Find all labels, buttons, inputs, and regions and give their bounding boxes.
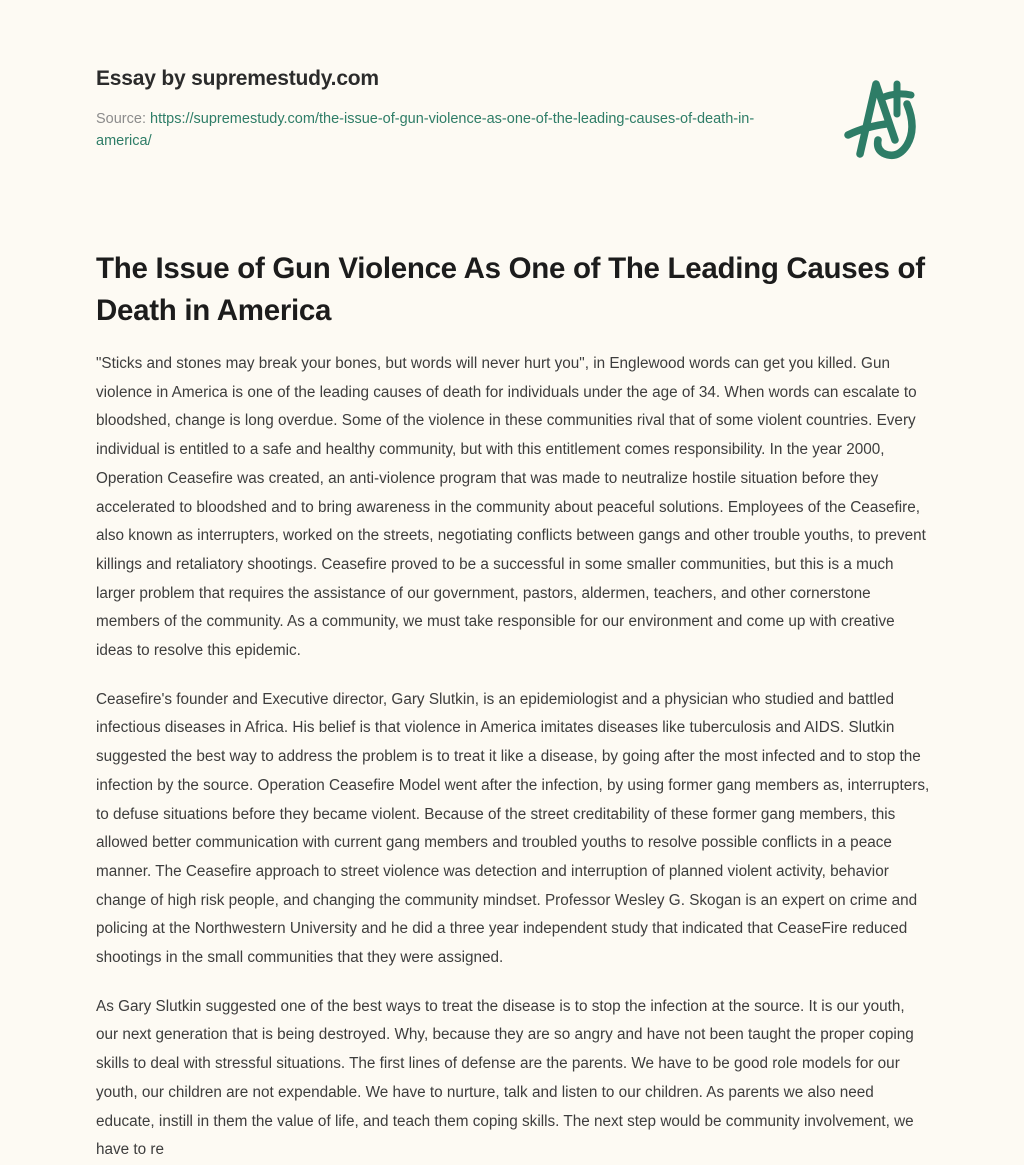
source-line	[96, 108, 756, 152]
page-title: The Issue of Gun Violence As One of The Leading Causes of Death in America	[96, 252, 925, 327]
source-label: Source:	[96, 111, 146, 127]
body-paragraph: "Sticks and stones may break your bones, but words will never hurt you", in Englewood words can get you killed. Gun violence in America is one of the leading causes of death for individuals under the age of 34. When words can escalate to bloodshed, change is long overdue. Some of the violence in these communities rival that of some violent countries. Every individual is entitled to a safe and healthy community, but with this entitlement comes responsibility. In the year 2000, Operation Ceasefire was created, an anti-violence program that was made to neutralize hostile situation before they accelerated to bloodshed and to bring awareness in the community about peaceful solutions. Employees of the Ceasefire, also known as interrupters, worked on the streets, negotiating conflicts between gangs and other trouble youths, to prevent killings and retaliatory shootings. Ceasefire proved to be a successful in some smaller communities, but this is a much larger problem that requires the assistance of our government, pastors, aldermen, teachers, and other cornerstone members of the community. As a community, we must take responsible for our environment and come up with creative ideas to resolve this epidemic.	[96, 355, 926, 660]
essay-body	[96, 350, 930, 1165]
body-paragraph: Ceasefire's founder and Executive director, Gary Slutkin, is an epidemiologist and a physician who studied and battled infectious diseases in Africa. His belief is that violence in America imitates diseases like tuberculosis and AIDS. Slutkin suggested the best way to address the problem is to treat it like a disease, by going after the most infected and to stop the infection by the source. Operation Ceasefire Model went after the infection, by using former gang members as, interrupters, to defuse situations before they became violent. Because of the street creditability of these former gang members, this allowed better communication with current gang members and troubled youths to resolve possible conflicts in a peace manner. The Ceasefire approach to street violence was detection and interruption of planned violent activity, behavior change of high risk people, and changing the community mindset. Professor Wesley G. Skogan is an expert on crime and policing at the Northwestern University and he did a three year independent study that indicated that CeaseFire reduced shootings in the small communities that they were assigned.	[96, 690, 930, 967]
source-url-link[interactable]: https://supremestudy.com/the-issue-of-gun-violence-as-one-of-the-leading-causes-of-death-in-america/	[96, 111, 755, 149]
document-header	[96, 66, 756, 152]
a-plus-logo-icon	[812, 62, 932, 182]
essay-byline: Essay by supremestudy.com	[96, 67, 379, 90]
body-paragraph: As Gary Slutkin suggested one of the best ways to treat the disease is to stop the infection at the source. It is our youth, our next generation that is being destroyed. Why, because they are so angry and have not been taught the proper coping skills to deal with stressful situations. The first lines of defense are the parents. We have to be good role models for our youth, our children are not expendable. We have to nurture, talk and listen to our children. As parents we also need educate, instill in them the value of life, and teach them coping skills. The next step would be community involvement, we have to re	[96, 997, 914, 1159]
